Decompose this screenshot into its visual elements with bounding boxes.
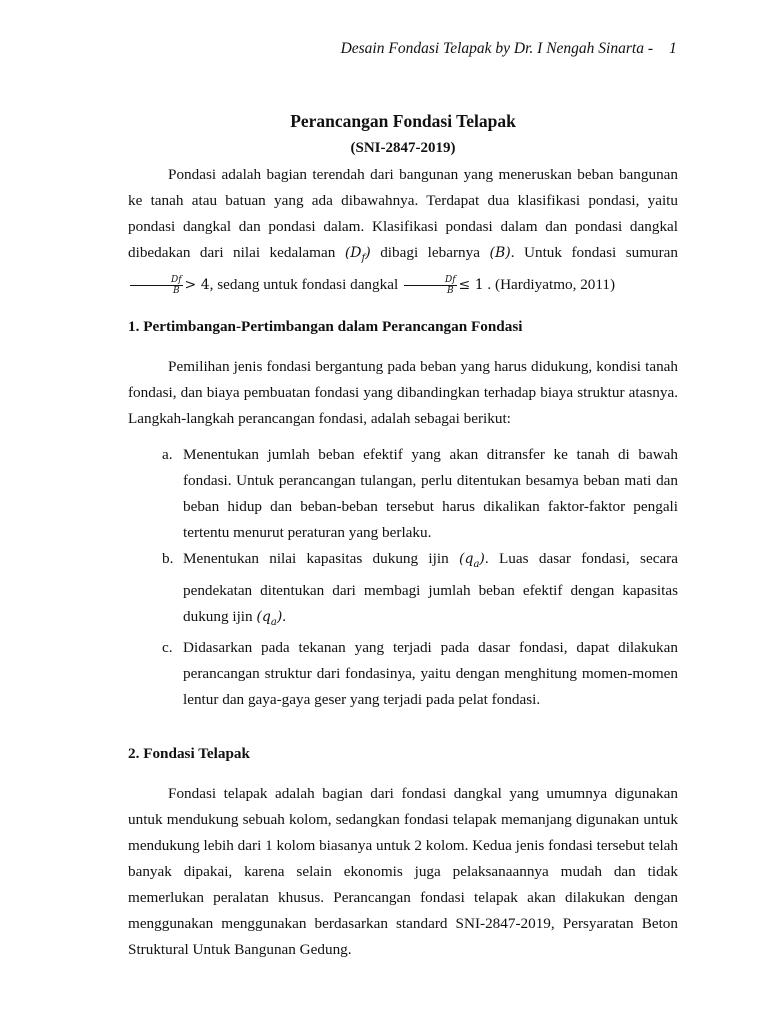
- list-item: [128, 546, 678, 636]
- intro-text-1: Pondasi adalah bagian terendah dari bangunan yang meneruskan beban bangunan ke tanah atau batuan yang ada dibawahnya. Terdapat dua klasifikasi pondasi, yaitu pondasi dangkal dan pondasi dalam. Klasifikasi pondasi dalam dan pondasi dangkal dibedakan dari nilai kedalaman: [128, 166, 678, 261]
- math-le-1: ≤ 1: [458, 276, 484, 293]
- list-item: [128, 635, 678, 713]
- intro-text-4: , sedang untuk fondasi dangkal: [209, 275, 402, 293]
- math-gt-4: > 4: [184, 276, 210, 293]
- document-title: Perancangan Fondasi Telapak: [290, 111, 516, 131]
- fraction-df-over-b-2: $\frac{Df}{B}$: [404, 275, 457, 296]
- intro-paragraph: [128, 162, 678, 298]
- section-1-heading: 1. Pertimbangan-Pertimbangan dalam Perancangan Fondasi: [128, 317, 523, 335]
- list-marker: a.: [162, 445, 173, 463]
- intro-text-2: dibagi lebarnya: [370, 244, 490, 261]
- list-item: [128, 442, 678, 546]
- document-subtitle: (SNI-2847-2019): [350, 140, 456, 156]
- list-item-text: Didasarkan pada tekanan yang terjadi pada dasar fondasi, dapat dilakukan perancangan struktur dari fondasinya, yaitu dengan menghitung momen-momen lentur dan gaya-gaya geser yang terjadi pada pelat fondasi.: [183, 639, 678, 709]
- page-header: [0, 40, 768, 62]
- document-body: [128, 108, 678, 963]
- list-item-text: Menentukan jumlah beban efektif yang akan ditransfer ke tanah di bawah fondasi. Untuk perancangan tulangan, perlu ditentukan besamya beban mati dan beban hidup dan beban-beban tersebut harus dikalikan faktor-faktor pengali tertentu menurut peraturan yang berlaku.: [183, 445, 678, 541]
- list-marker: c.: [162, 639, 173, 657]
- intro-text-5: . (Hardiyatmo, 2011): [483, 275, 616, 293]
- math-b: (B): [489, 245, 511, 261]
- list-item-text: Menentukan nilai kapasitas dukung ijin $(q_a)$. Luas dasar fondasi, secara pendekatan ditentukan dari membagi jumlah beban efektif dengan kapasitas dukung ijin $(q_a)$.: [183, 549, 678, 628]
- list-marker: b.: [162, 549, 174, 567]
- section-2-paragraph: Fondasi telapak adalah bagian dari fondasi dangkal yang umumnya digunakan untuk mendukung sebuah kolom, sedangkan fondasi telapak memanjang digunakan untuk mendukung lebih dari 1 kolom biasanya untuk 2 kolom. Kedua jenis fondasi tersebut telah banyak dipakai, karena selain ekonomis juga pelaksanaannya mudah dan tidak memerlukan peralatan khusus. Perancangan fondasi telapak akan dilakukan dengan menggunakan menggunakan berdasarkan standard SNI-2847-2019, Persyaratan Beton Struktural Untuk Bangunan Gedung.: [128, 785, 679, 959]
- steps-list: [128, 442, 678, 714]
- section-2-heading: 2. Fondasi Telapak: [128, 745, 250, 763]
- running-title: Desain Fondasi Telapak by Dr. I Nengah Sinarta -: [340, 40, 653, 57]
- math-qa-2: $(q_a)$: [256, 608, 283, 628]
- page-number: 1: [669, 40, 677, 57]
- fraction-df-over-b: $\frac{Df}{B}$: [130, 275, 183, 296]
- math-df: $(D_f)$: [344, 245, 371, 264]
- intro-text-3: . Untuk fondasi sumuran: [510, 244, 679, 261]
- section-1-paragraph: Pemilihan jenis fondasi bergantung pada beban yang harus didukung, kondisi tanah fondasi, dan biaya pembuatan fondasi yang dibandingkan terhadap biaya struktur atasnya. Langkah-langkah perancangan fondasi, adalah sebagai berikut:: [128, 357, 678, 427]
- math-qa: $(q_a)$: [459, 550, 485, 570]
